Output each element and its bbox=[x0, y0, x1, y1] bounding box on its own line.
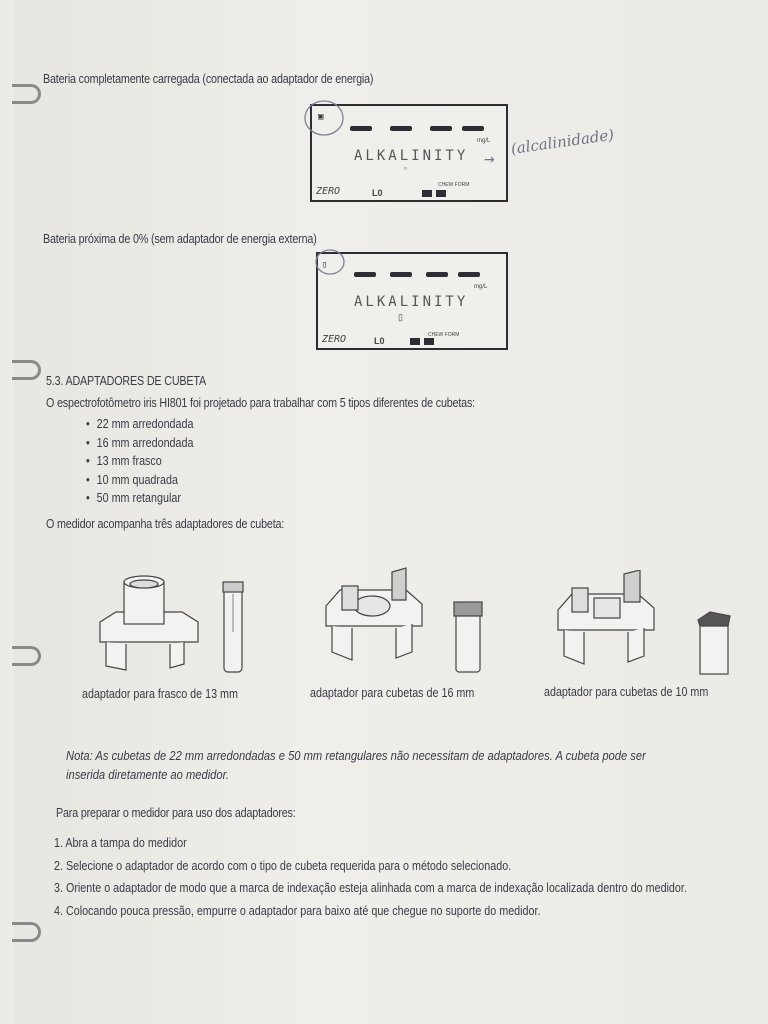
binder-ring bbox=[12, 646, 41, 666]
reading-text: ALKALINITY bbox=[354, 148, 469, 164]
battery-low-icon: ▯ bbox=[322, 260, 328, 270]
step-item: 4. Colocando pouca pressão, empurre o adaptador para baixo até que chegue no suporte do medidor. bbox=[54, 903, 541, 918]
binder-ring bbox=[12, 922, 41, 942]
step-item: 3. Oriente o adaptador de modo que a marca de indexação esteja alinhada com a marca de indexação localizada dentro do medidor. bbox=[54, 881, 687, 895]
note-line-2: inserida diretamente ao medidor. bbox=[66, 767, 230, 782]
steps-list bbox=[54, 836, 768, 926]
note-line-1: Nota: As cubetas de 22 mm arredondadas e 50 mm retangulares não necessitam de adaptadores. A cubeta pode ser bbox=[66, 748, 646, 763]
binder-ring bbox=[12, 360, 41, 380]
document-page bbox=[14, 0, 768, 1024]
adapter-10mm-caption: adaptador para cubetas de 10 mm bbox=[544, 685, 709, 699]
adapters-intro: O medidor acompanha três adaptadores de cubeta: bbox=[46, 517, 285, 531]
lcd-display-low bbox=[316, 252, 508, 350]
dash-segment bbox=[354, 272, 376, 277]
dash-segment bbox=[430, 126, 452, 131]
battery-low-text: Bateria próxima de 0% (sem adaptador de energia externa) bbox=[43, 232, 317, 246]
dash-segment bbox=[426, 272, 448, 277]
battery-full-icon: ▣ bbox=[318, 112, 324, 122]
step-item: 2. Selecione o adaptador de acordo com o tipo de cubeta requerida para o método selecionado. bbox=[54, 858, 512, 873]
handwritten-circle bbox=[314, 248, 348, 278]
handwritten-circle bbox=[302, 98, 348, 140]
chew-block-icon bbox=[410, 338, 420, 345]
adapter-16mm-illustration bbox=[322, 566, 498, 678]
adapter-13mm-caption: adaptador para frasco de 13 mm bbox=[82, 687, 238, 701]
adapter-13mm-illustration bbox=[96, 572, 266, 680]
lo-icon: L0 bbox=[372, 188, 383, 198]
zero-label: ZERO bbox=[322, 334, 347, 345]
list-item: • 22 mm arredondada bbox=[86, 417, 193, 436]
indicator-icon: ▫ bbox=[404, 164, 407, 173]
reading-text: ALKALINITY bbox=[354, 294, 469, 310]
list-item: • 16 mm arredondada bbox=[86, 436, 193, 455]
step-item: 1. Abra a tampa do medidor bbox=[54, 836, 187, 850]
adapter-10mm-illustration bbox=[554, 570, 734, 678]
indicator-icon: ▯ bbox=[398, 312, 403, 322]
adapter-16mm-caption: adaptador para cubetas de 16 mm bbox=[310, 686, 475, 700]
list-item: • 50 mm retangular bbox=[86, 491, 193, 510]
dash-segment bbox=[390, 272, 412, 277]
chew-form-label: CHEW FORM bbox=[438, 182, 470, 188]
list-item: • 10 mm quadrada bbox=[86, 473, 193, 492]
handwritten-arrow: → bbox=[484, 152, 495, 168]
cuvette-type-list bbox=[86, 417, 211, 510]
list-item: • 13 mm frasco bbox=[86, 454, 193, 473]
handwritten-note: (alcalinidade) bbox=[509, 125, 616, 158]
zero-label: ZERO bbox=[316, 186, 341, 197]
lcd-display-full bbox=[310, 104, 508, 202]
section-intro: O espectrofotômetro iris HI801 foi projetado para trabalhar com 5 tipos diferentes de cubetas: bbox=[46, 396, 476, 410]
unit-label: mg/L bbox=[474, 284, 488, 290]
dash-segment bbox=[350, 126, 372, 131]
form-block-icon bbox=[436, 190, 446, 197]
dash-segment bbox=[462, 126, 484, 131]
dash-segment bbox=[390, 126, 412, 131]
chew-block-icon bbox=[422, 190, 432, 197]
prepare-intro: Para preparar o medidor para uso dos adaptadores: bbox=[56, 806, 296, 820]
chew-form-label: CHEW FORM bbox=[428, 332, 460, 338]
lo-icon: L0 bbox=[374, 336, 385, 346]
unit-label: mg/L bbox=[477, 138, 491, 144]
form-block-icon bbox=[424, 338, 434, 345]
battery-full-text: Bateria completamente carregada (conectada ao adaptador de energia) bbox=[43, 72, 374, 86]
dash-segment bbox=[458, 272, 480, 277]
section-heading: 5.3. ADAPTADORES DE CUBETA bbox=[46, 374, 207, 388]
binder-ring bbox=[12, 84, 41, 104]
